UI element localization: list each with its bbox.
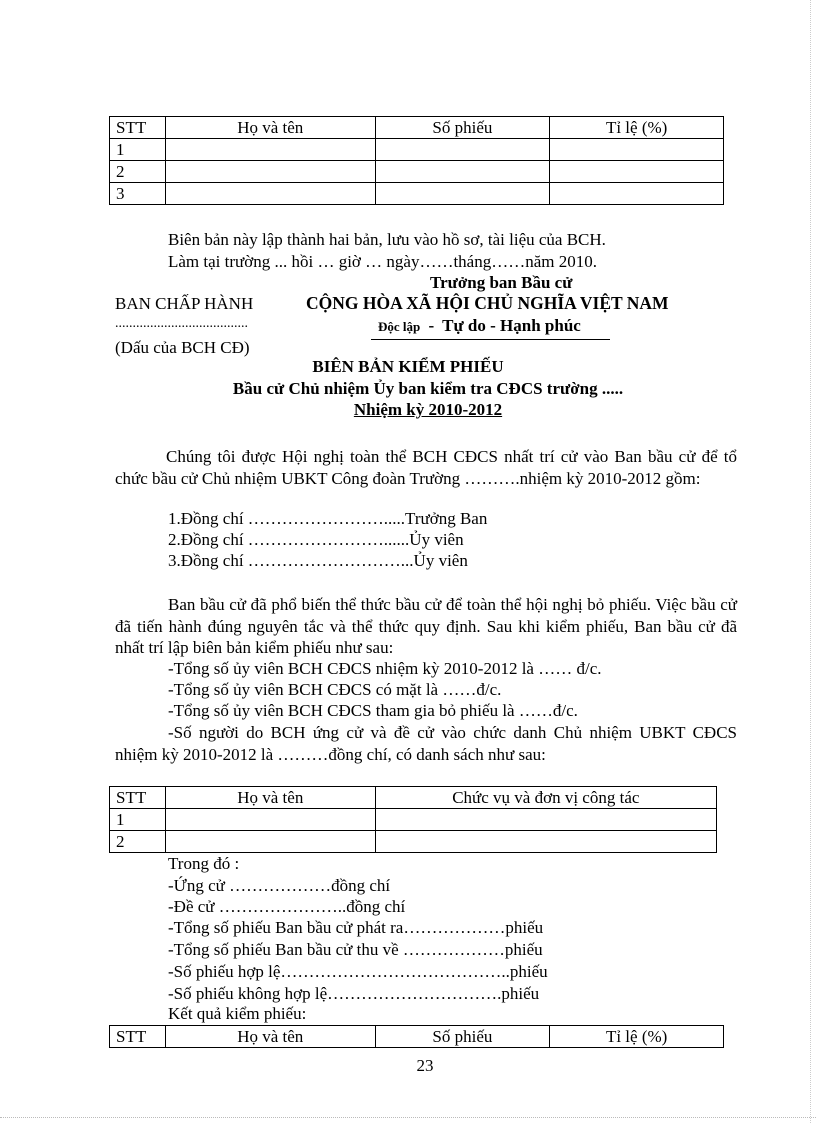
- table-header-row: [110, 1026, 724, 1048]
- header-votes: Số phiếu: [375, 1026, 550, 1048]
- page-edge-right: [810, 0, 811, 1123]
- motto-separator: -: [428, 316, 435, 335]
- row-stt: 2: [110, 831, 166, 853]
- header-name: Họ và tên: [165, 787, 375, 809]
- table-header-row: [110, 117, 724, 139]
- motto-independence: Độc lập: [378, 319, 421, 334]
- cell: [165, 183, 375, 205]
- stat-present-members: -Tổng số ủy viên BCH CĐCS có mặt là ……đ/c.: [168, 680, 502, 699]
- org-name: BAN CHẤP HÀNH: [115, 294, 254, 313]
- table-row: [110, 161, 724, 183]
- member-3: 3.Đồng chí ………………………...Ủy viên: [168, 551, 468, 570]
- table-row: [110, 831, 717, 853]
- cell: [550, 161, 724, 183]
- stat-voting-members: -Tổng số ủy viên BCH CĐCS tham gia bỏ phiếu là ……đ/c.: [168, 701, 578, 720]
- header-ratio: Tỉ lệ (%): [550, 1026, 724, 1048]
- member-1: 1.Đồng chí …………………….....Trưởng Ban: [168, 509, 488, 528]
- closing-line-2: Làm tại trường ... hồi … giờ … ngày……tháng……năm 2010.: [168, 252, 598, 271]
- paragraph-procedure: Ban bầu cử đã phổ biến thể thức bầu cử để toàn thể hội nghị bỏ phiếu. Việc bầu cử đã tiến hành đúng nguyên tắc và thể thức quy định. Sau khi kiểm phiếu, Ban bầu cử đã nhất trí lập biên bản kiểm phiếu như sau:: [115, 595, 737, 657]
- table-row: [110, 183, 724, 205]
- candidate-table: [109, 786, 717, 853]
- header-ratio: Tỉ lệ (%): [550, 117, 724, 139]
- page-edge-bottom: [0, 1117, 816, 1118]
- cell: [165, 831, 375, 853]
- counts-intro: Trong đó :: [168, 854, 240, 873]
- header-votes: Số phiếu: [375, 117, 550, 139]
- header-name: Họ và tên: [165, 1026, 375, 1048]
- org-dots: ......................................: [115, 316, 248, 331]
- row-stt: 1: [110, 139, 166, 161]
- paragraph-committee: Chúng tôi được Hội nghị toàn thể BCH CĐCS nhất trí cử vào Ban bầu cử để tổ chức bầu cử Chủ nhiệm UBKT Công đoàn Trường ……….nhiệm kỳ 2010-2012 gồm:: [115, 447, 737, 488]
- header-stt: STT: [110, 787, 166, 809]
- closing-line-1: Biên bản này lập thành hai bản, lưu vào hồ sơ, tài liệu của BCH.: [168, 230, 606, 249]
- table-row: [110, 809, 717, 831]
- national-title: CỘNG HÒA XÃ HỘI CHỦ NGHĨA VIỆT NAM: [306, 293, 669, 313]
- row-stt: 3: [110, 183, 166, 205]
- table-header-row: [110, 787, 717, 809]
- stamp-note: (Dấu của BCH CĐ): [115, 338, 250, 357]
- cell: [165, 139, 375, 161]
- paragraph-candidates: -Số người do BCH ứng cử và đề cử vào chức danh Chủ nhiệm UBKT CĐCS nhiệm kỳ 2010-2012 là ………đồng chí, có danh sách như sau:: [115, 723, 737, 764]
- count-invalid: -Số phiếu không hợp lệ………………………….phiếu: [168, 984, 540, 1003]
- national-motto: [378, 316, 581, 336]
- document-term: Nhiệm kỳ 2010-2012: [353, 400, 503, 419]
- motto-underline: [371, 339, 610, 340]
- cell: [375, 831, 716, 853]
- header-stt: STT: [110, 1026, 166, 1048]
- count-valid: -Số phiếu hợp lệ…………………………………..phiếu: [168, 962, 548, 981]
- result-table-top: [109, 116, 724, 205]
- result-table-bottom: [109, 1025, 724, 1048]
- count-collected: -Tổng số phiếu Ban bầu cử thu về ………………phiếu: [168, 940, 543, 959]
- motto-freedom-happiness: Tự do - Hạnh phúc: [442, 316, 581, 335]
- header-name: Họ và tên: [165, 117, 375, 139]
- row-stt: 1: [110, 809, 166, 831]
- cell: [165, 809, 375, 831]
- cell: [375, 183, 550, 205]
- result-label: Kết quả kiểm phiếu:: [168, 1004, 307, 1023]
- header-position: Chức vụ và đơn vị công tác: [375, 787, 716, 809]
- signer-title: Trưởng ban Bầu cử: [430, 273, 573, 292]
- row-stt: 2: [110, 161, 166, 183]
- table-row: [110, 139, 724, 161]
- count-nominated: -Ứng cử ………………đồng chí: [168, 876, 391, 895]
- count-proposed: -Đề cử …………………..đồng chí: [168, 897, 406, 916]
- cell: [165, 161, 375, 183]
- header-stt: STT: [110, 117, 166, 139]
- cell: [375, 161, 550, 183]
- cell: [375, 809, 716, 831]
- stat-total-members: -Tổng số ủy viên BCH CĐCS nhiệm kỳ 2010-2012 là …… đ/c.: [168, 659, 602, 678]
- document-subtitle: Bầu cử Chủ nhiệm Ủy ban kiểm tra CĐCS trường .....: [232, 379, 624, 398]
- cell: [550, 139, 724, 161]
- page-number: 23: [416, 1056, 434, 1075]
- document-title: BIÊN BẢN KIỂM PHIẾU: [312, 357, 504, 376]
- cell: [550, 183, 724, 205]
- cell: [375, 139, 550, 161]
- count-issued: -Tổng số phiếu Ban bầu cử phát ra………………phiếu: [168, 918, 544, 937]
- member-2: 2.Đồng chí ……………………......Ủy viên: [168, 530, 464, 549]
